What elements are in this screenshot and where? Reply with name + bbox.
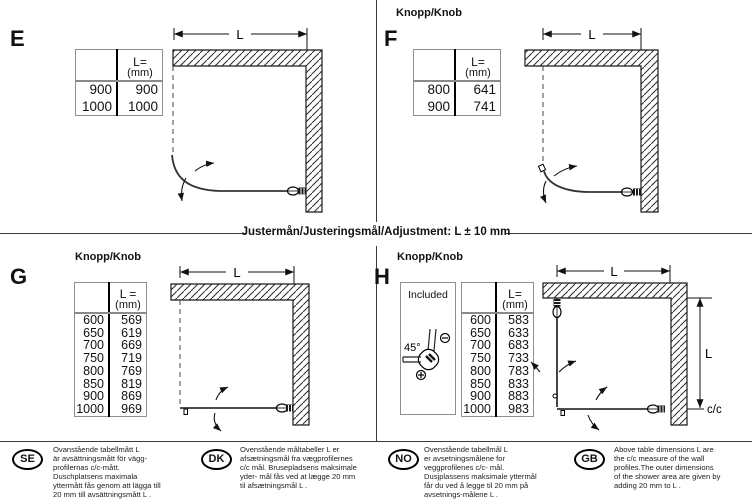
table-row: 850 819 — [75, 378, 147, 391]
swing-arrow — [195, 163, 214, 171]
panel-h-table — [461, 282, 534, 417]
hinge-knob — [184, 409, 188, 415]
door-knob — [648, 405, 666, 413]
cc-label: c/c — [707, 404, 722, 416]
table-row: 900 883 — [462, 390, 534, 403]
table-row: 900 741 — [414, 99, 501, 116]
table-row: 700 669 — [75, 339, 147, 352]
panel-f-diagram — [518, 18, 668, 218]
table-row: 650 633 — [462, 327, 534, 340]
swing-arrow — [588, 415, 599, 430]
wall — [171, 284, 309, 425]
svg-text:L: L — [236, 27, 244, 42]
wall — [543, 283, 687, 425]
hinge-mark — [553, 394, 557, 398]
door-open — [172, 155, 289, 191]
swing-arrow — [559, 361, 576, 372]
included-label: Included — [408, 289, 448, 301]
table-row: 800 769 — [75, 365, 147, 378]
panel-h-diagram — [526, 256, 752, 440]
door-knob — [622, 188, 641, 196]
svg-text:L: L — [588, 27, 596, 42]
panel-f-letter: F — [384, 26, 399, 51]
panel-e-table — [75, 49, 163, 116]
table-row: 600 569 — [75, 313, 147, 327]
divider-vertical-top — [376, 0, 377, 222]
lang-badge-dk: DK — [201, 449, 232, 470]
table-row: 1000 1000 — [76, 99, 163, 116]
panel-g-diagram — [163, 256, 345, 438]
table-header-blank — [76, 50, 118, 82]
table-header-l: L= (mm) — [117, 50, 163, 82]
adjustment-note: Justermån/Justeringsmål/Adjustment: L ± 10 mm — [241, 226, 511, 238]
note-gb: Above table dimensions L are the c/c measure of the wall profiles.The outer dimensions of the shower area are given by adding 20 mm to L . — [614, 445, 721, 490]
hinge-knob — [561, 411, 565, 416]
table-row: 1000 969 — [75, 403, 147, 416]
panel-h-letter: H — [374, 264, 391, 289]
door-knob — [288, 187, 307, 195]
minus-adjust-icon — [441, 334, 450, 343]
panel-g-knob-label: Knopp/Knob — [75, 251, 141, 263]
table-row: 800 783 — [462, 365, 534, 378]
door-knob — [277, 404, 294, 412]
swing-arrow — [216, 387, 228, 400]
angle-label: 45° — [404, 342, 421, 354]
lang-badge-se: SE — [12, 449, 43, 470]
table-header-blank — [75, 283, 110, 314]
table-row: 900 900 — [76, 81, 163, 99]
wall — [525, 50, 658, 212]
svg-text:L: L — [233, 265, 241, 280]
swing-arrow — [554, 166, 577, 176]
panel-e-letter: E — [10, 26, 26, 51]
table-row: 750 733 — [462, 352, 534, 365]
table-row: 650 619 — [75, 327, 147, 340]
table-row: 600 583 — [462, 313, 534, 327]
side-panel-knob — [553, 299, 561, 318]
table-header-l: L = (mm) — [109, 283, 147, 314]
panel-f-table — [413, 49, 501, 116]
panel-h-knob-label: Knopp/Knob — [397, 251, 463, 263]
table-header-blank — [462, 283, 497, 314]
svg-text:L: L — [610, 264, 618, 279]
note-se: Ovanstående tabellmått L är avsättningsmått för vägg- profilernas c/c-mått. Duschplatsens maximala yttermått fås genom att lägga till 20 mm till avsättningsmått L . — [53, 445, 161, 499]
panel-e-diagram — [158, 18, 344, 218]
svg-text:L: L — [705, 346, 713, 361]
lang-badge-no: NO — [388, 449, 419, 470]
table-row: 900 869 — [75, 390, 147, 403]
divider-footer — [0, 441, 752, 442]
note-dk: Ovenstående måltabeller L er afsætningsmål fra vægprofilernes c/c mål. Brusepladsens maksimale yder- mål fås ved at lægge 20 mm til afsætningsmål L . — [240, 445, 357, 490]
dimension-l-side — [687, 298, 722, 416]
table-row: 800 641 — [414, 81, 501, 99]
panel-f-knob-label: Knopp/Knob — [396, 7, 462, 19]
note-no: Ovenstående tabellmål L er avsetningsmålene for veggprofilenes c/c- mål. Dusjplassens maksimale yttermål får du ved å legge til 20 mm på avsetnings-målene L . — [424, 445, 537, 499]
swing-arrow — [214, 413, 221, 431]
vertical-profile — [428, 329, 436, 351]
panel-g-table — [74, 282, 147, 417]
table-header-l: L= (mm) — [455, 50, 501, 82]
table-header-blank — [414, 50, 456, 82]
included-box — [400, 282, 456, 415]
swing-arrow — [531, 362, 540, 372]
table-row: 700 683 — [462, 339, 534, 352]
hinge-knob — [538, 164, 545, 172]
corner-joint-detail — [402, 325, 454, 405]
dimension-l-top — [557, 264, 670, 283]
table-row: 1000 983 — [462, 403, 534, 416]
table-header-l: L= (mm) — [496, 283, 534, 314]
lang-badge-gb: GB — [574, 449, 605, 470]
plus-adjust-icon — [417, 371, 426, 380]
table-row: 750 719 — [75, 352, 147, 365]
panel-g-letter: G — [10, 264, 29, 289]
table-row: 850 833 — [462, 378, 534, 391]
swing-arrow — [596, 387, 607, 400]
swing-arrow — [544, 181, 547, 203]
